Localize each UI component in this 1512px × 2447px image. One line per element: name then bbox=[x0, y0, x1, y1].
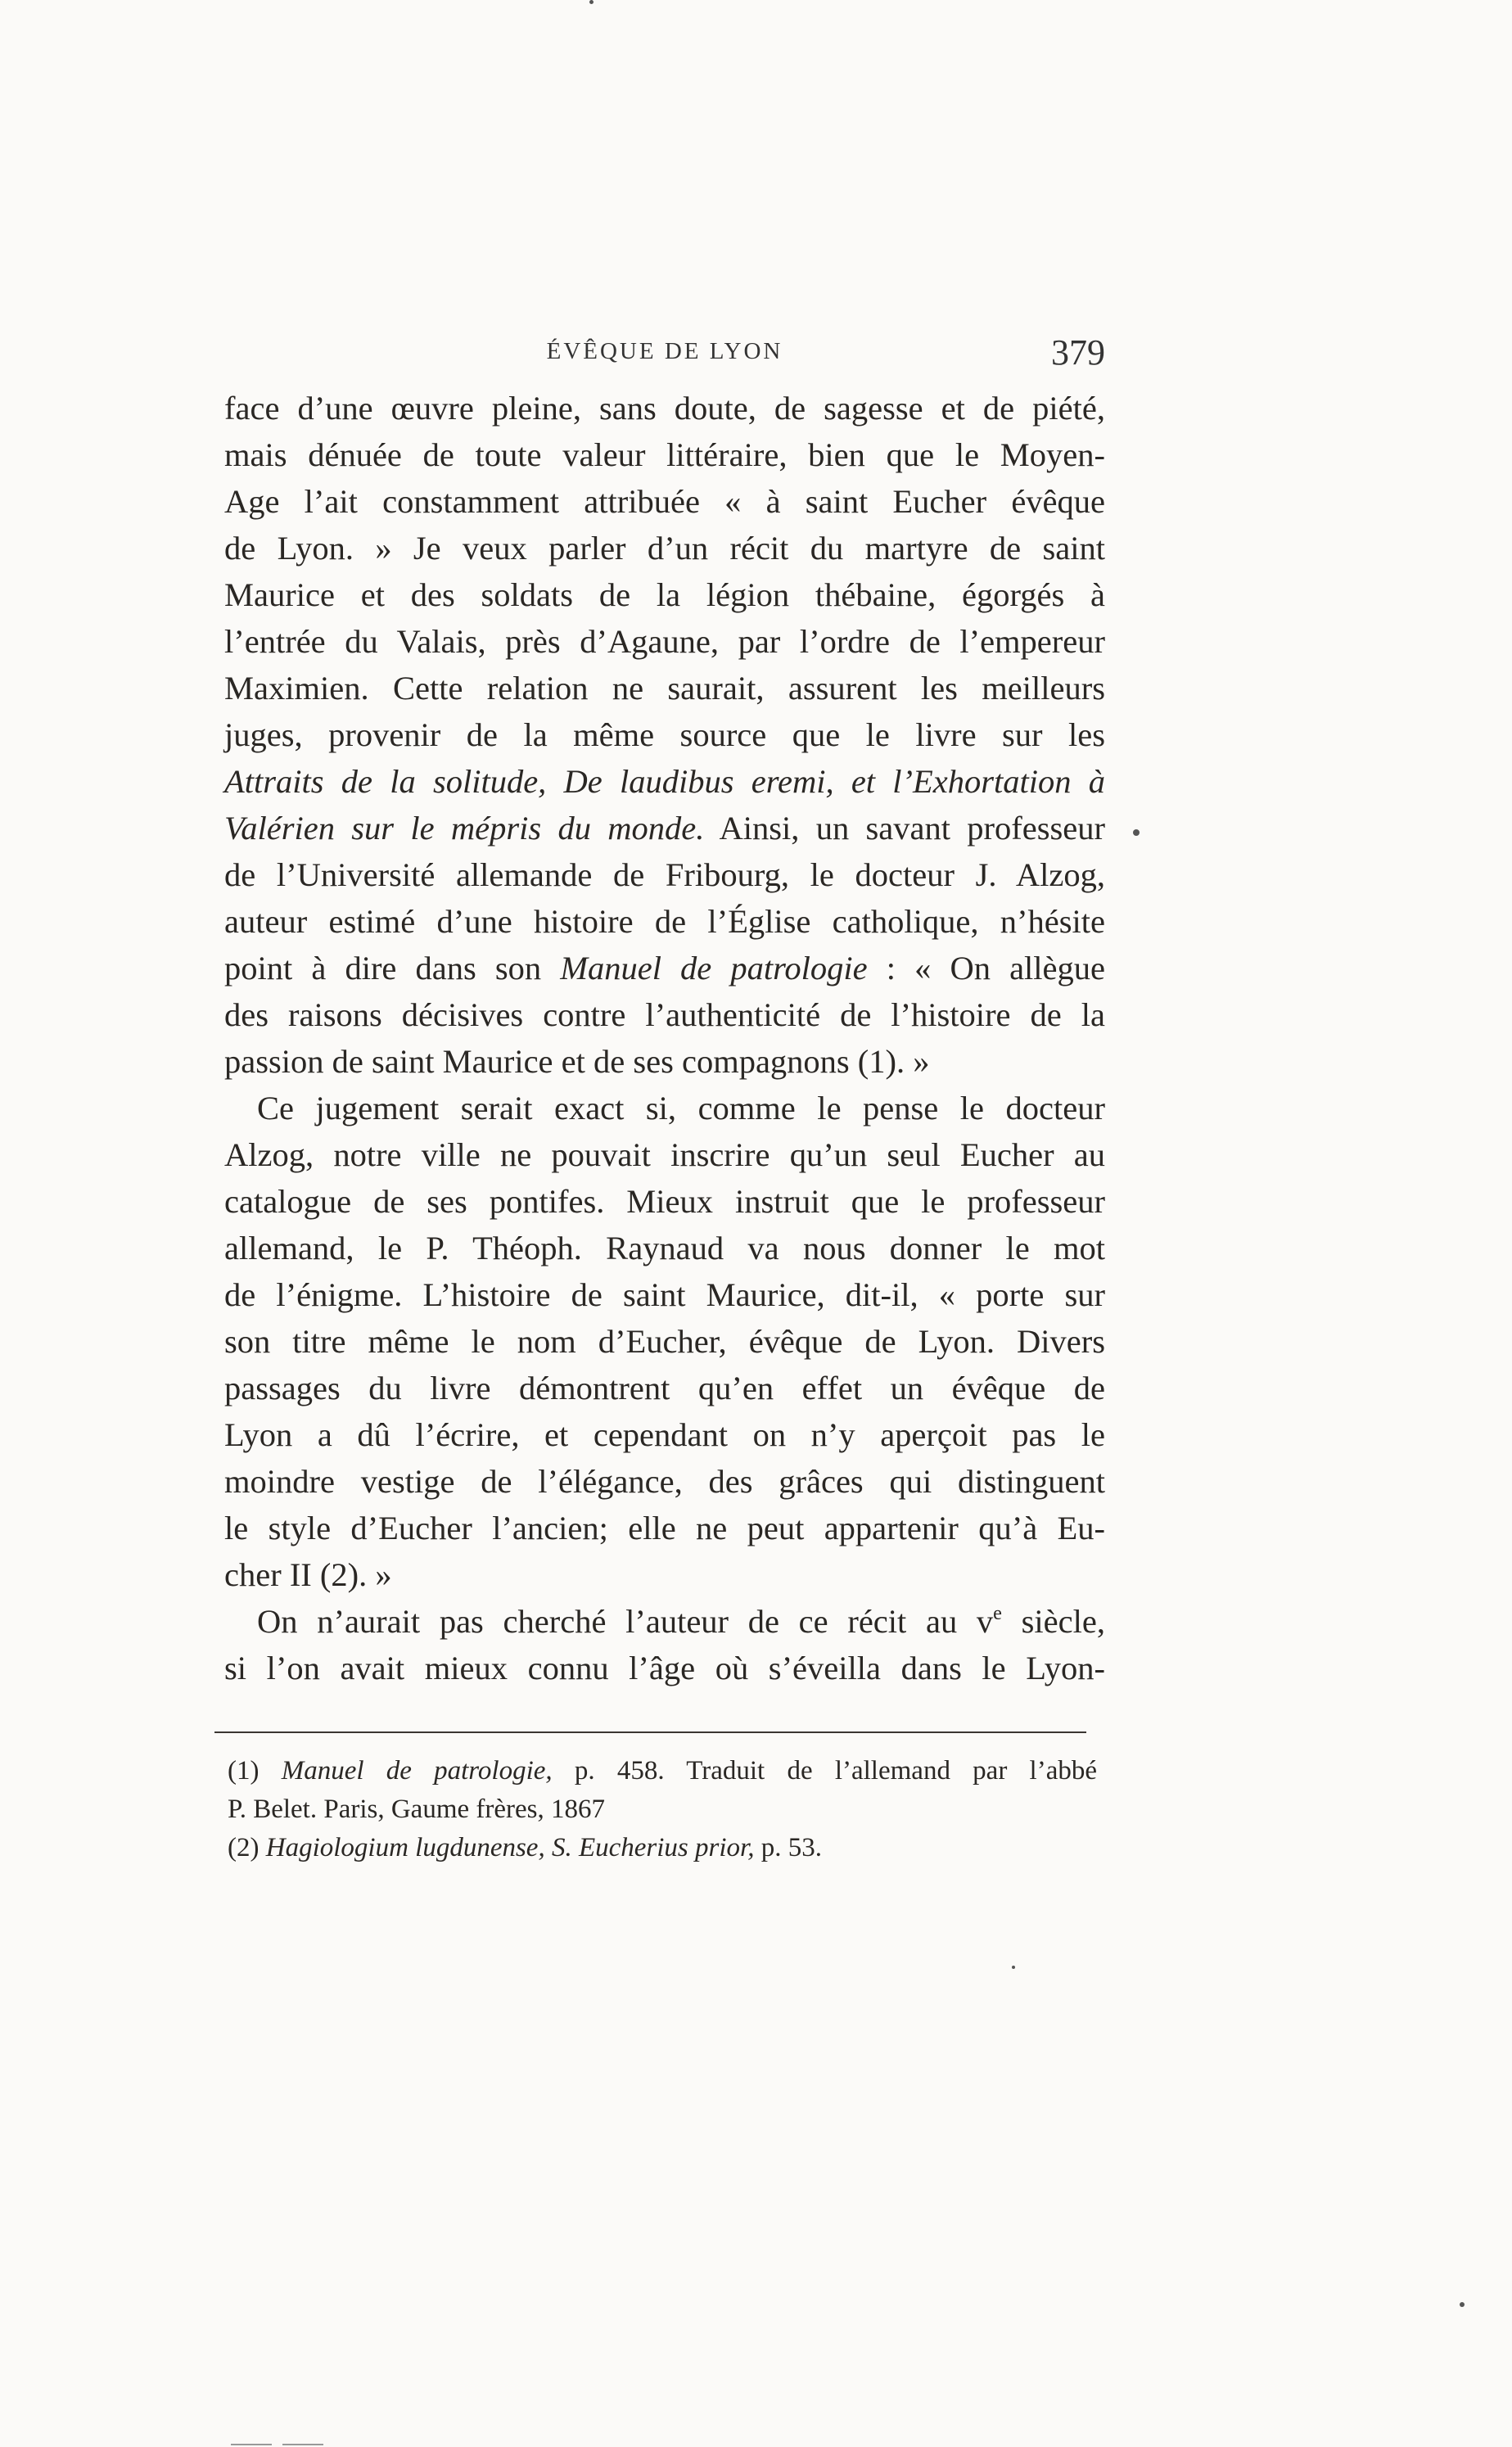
footnote-title: Manuel de patrologie, bbox=[281, 1756, 553, 1786]
text-run: siècle, bbox=[1001, 1603, 1105, 1640]
text-line: de Lyon. » Je veux parler d’un récit du martyre de saint bbox=[224, 530, 1105, 567]
text-line: passion de saint Maurice et de ses compagnons (1). » bbox=[224, 1043, 930, 1080]
footnote-1-continuation: P. Belet. Paris, Gaume frères, 1867 bbox=[228, 1795, 605, 1824]
text-line bbox=[224, 758, 1105, 805]
text-line: passages du livre démontrent qu’en effet un évêque de bbox=[224, 1370, 1105, 1406]
italic-title: Manuel de patrologie bbox=[560, 950, 868, 986]
text-line: si l’on avait mieux connu l’âge où s’éveilla dans le Lyon- bbox=[224, 1650, 1105, 1686]
text-line: Age l’ait constamment attribuée « à saint Eucher évêque bbox=[224, 483, 1105, 520]
scan-mark bbox=[231, 2444, 272, 2445]
scan-speck bbox=[1133, 829, 1140, 836]
text-line: son titre même le nom d’Eucher, évêque de Lyon. Divers bbox=[224, 1323, 1105, 1360]
text-line: de l’Université allemande de Fribourg, le docteur J. Alzog, bbox=[224, 856, 1105, 893]
footnote-2 bbox=[228, 1829, 1097, 1867]
text-line: mais dénuée de toute valeur littéraire, bien que le Moyen- bbox=[224, 436, 1105, 473]
italic-word: et bbox=[851, 763, 876, 800]
superscript: e bbox=[993, 1602, 1002, 1625]
scan-speck bbox=[589, 0, 594, 4]
text-line: Ce jugement serait exact si, comme le pense le docteur bbox=[257, 1090, 1105, 1126]
footnote-1 bbox=[228, 1752, 1097, 1790]
footnote-number: (2) bbox=[228, 1833, 260, 1862]
text-run: point à dire dans son bbox=[224, 950, 542, 986]
text-line: le style d’Eucher l’ancien; elle ne peut appartenir qu’à Eu- bbox=[224, 1510, 1105, 1546]
text-line: face d’une œuvre pleine, sans doute, de sagesse et de piété, bbox=[224, 390, 1105, 427]
running-title: ÉVÊQUE DE LYON bbox=[546, 338, 783, 364]
footnote-text: p. 53. bbox=[761, 1833, 822, 1862]
text-line: allemand, le P. Théoph. Raynaud va nous donner le mot bbox=[224, 1230, 1105, 1266]
footnote-number: (1) bbox=[228, 1756, 260, 1786]
text-line: moindre vestige de l’élégance, des grâces qui distinguent bbox=[224, 1463, 1105, 1500]
text-line: juges, provenir de la même source que le livre sur les bbox=[224, 716, 1105, 753]
scan-speck bbox=[1012, 1966, 1015, 1969]
footnote-text: p. 458. Traduit de l’allemand par l’abbé bbox=[574, 1756, 1097, 1786]
italic-title: Attraits de la solitude, De laudibus eremi, bbox=[224, 763, 834, 800]
running-head bbox=[224, 332, 1105, 381]
text-line bbox=[224, 805, 1105, 851]
footnotes bbox=[228, 1752, 1097, 1867]
text-line bbox=[224, 1598, 1105, 1645]
scan-speck bbox=[1460, 2302, 1465, 2307]
text-line bbox=[224, 945, 1105, 991]
page-number: 379 bbox=[1051, 332, 1105, 372]
text-line: catalogue de ses pontifes. Mieux instruit que le professeur bbox=[224, 1183, 1105, 1220]
text-line: auteur estimé d’une histoire de l’Église catholique, n’hésite bbox=[224, 903, 1105, 940]
footnote-rule bbox=[214, 1731, 1086, 1733]
text-run: On n’aurait pas cherché l’auteur de ce récit au v bbox=[257, 1603, 994, 1640]
scan-mark bbox=[282, 2444, 323, 2445]
text-run: : « On allègue bbox=[886, 950, 1106, 986]
text-line: de l’énigme. L’histoire de saint Maurice, dit-il, « porte sur bbox=[224, 1276, 1105, 1313]
text-line: des raisons décisives contre l’authenticité de l’histoire de la bbox=[224, 996, 1105, 1033]
italic-title: Valérien sur le mépris du monde. bbox=[224, 810, 705, 847]
text-run: Ainsi, un savant professeur bbox=[719, 810, 1105, 847]
footnote-title: Hagiologium lugdunense, S. Eucherius prior, bbox=[265, 1833, 755, 1862]
text-line: Lyon a dû l’écrire, et cependant on n’y aperçoit pas le bbox=[224, 1416, 1105, 1453]
text-line: Maurice et des soldats de la légion thébaine, égorgés à bbox=[224, 576, 1105, 613]
body-text bbox=[224, 385, 1105, 1691]
text-line: cher II (2). » bbox=[224, 1556, 392, 1593]
text-line: Maximien. Cette relation ne saurait, assurent les meilleurs bbox=[224, 670, 1105, 707]
italic-title: l’Exhortation à bbox=[892, 763, 1105, 800]
text-line: l’entrée du Valais, près d’Agaune, par l’ordre de l’empereur bbox=[224, 623, 1105, 660]
text-line: Alzog, notre ville ne pouvait inscrire qu’un seul Eucher au bbox=[224, 1136, 1105, 1173]
